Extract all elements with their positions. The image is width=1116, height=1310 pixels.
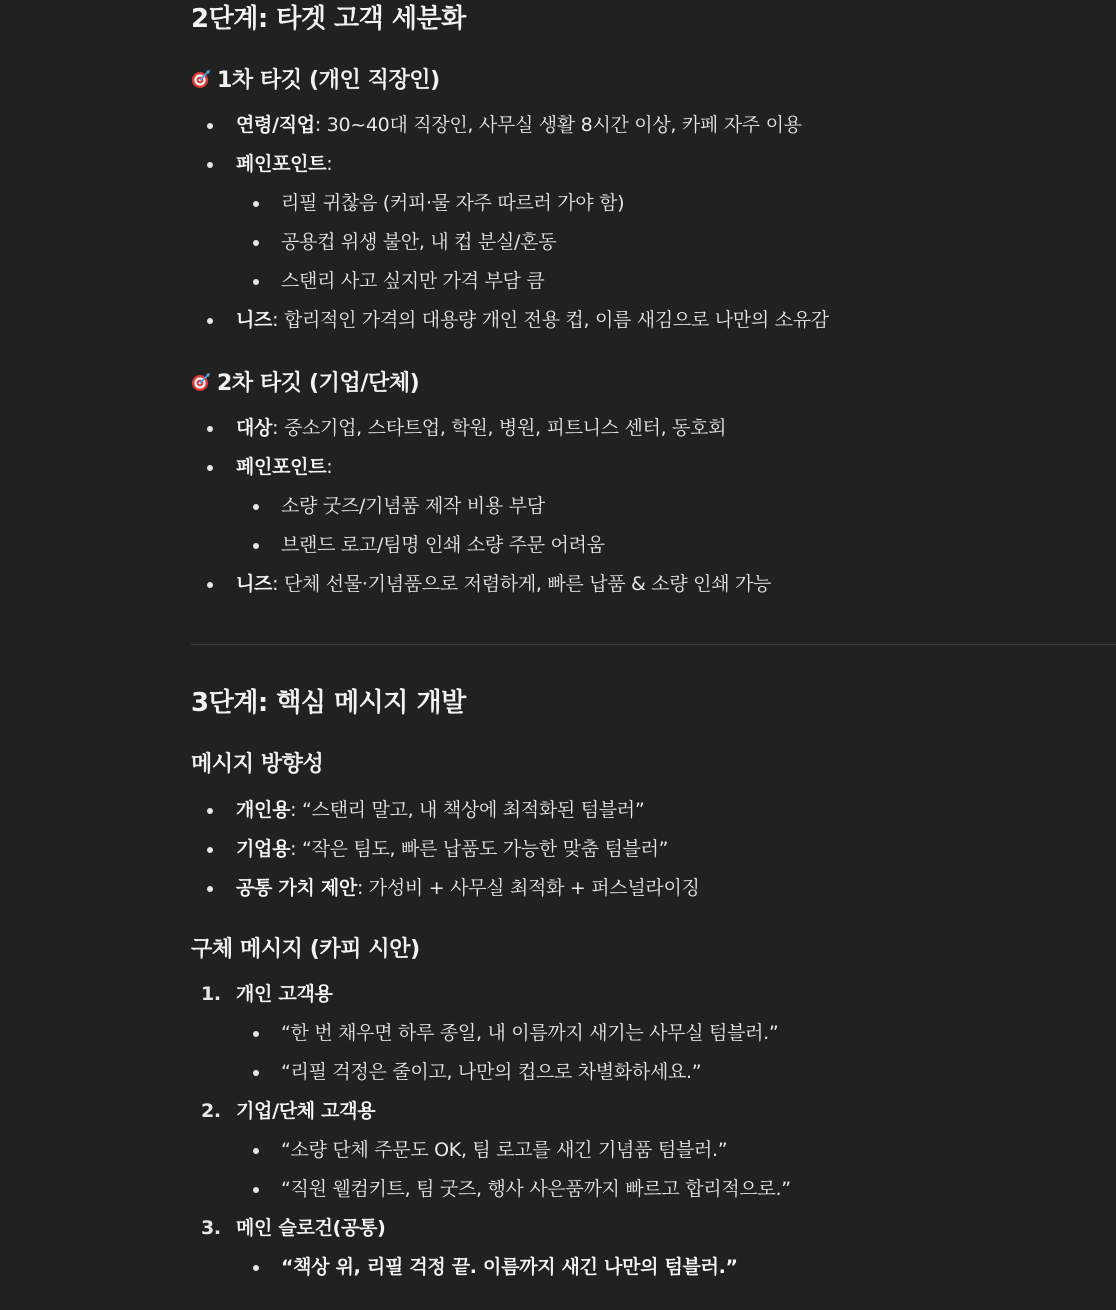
- personal-label: 개인용: [236, 799, 291, 821]
- direction-list: [191, 791, 700, 908]
- list-item: [191, 1053, 791, 1092]
- common-text: : 가성비 + 사무실 최적화 + 퍼스널라이징: [356, 877, 700, 899]
- item-label: 기업/단체 고객용: [236, 1100, 376, 1122]
- list-item-age: [191, 106, 829, 145]
- bullet: [207, 162, 213, 168]
- copy-line: “리필 걱정은 줄이고, 나만의 컵으로 차별화하세요.”: [281, 1061, 702, 1083]
- numbered-item: [191, 1092, 791, 1131]
- bullet: [207, 465, 213, 471]
- pain-label: 페인포인트: [236, 456, 327, 478]
- pain-colon: :: [326, 153, 333, 175]
- copy-list: [191, 975, 791, 1287]
- list-item-pain: [191, 145, 829, 184]
- bullet: [207, 808, 213, 814]
- bullet: [253, 1187, 259, 1193]
- bullet: [253, 543, 259, 549]
- copy-line: “한 번 채우면 하루 종일, 내 이름까지 새기는 사무실 텀블러.”: [281, 1022, 779, 1044]
- list-item-needs: [191, 565, 771, 604]
- pain-text: 스탠리 사고 싶지만 가격 부담 큼: [281, 270, 545, 292]
- direction-heading: 메시지 방향성: [191, 752, 324, 777]
- list-item-pain: [191, 448, 771, 487]
- bullet: [253, 504, 259, 510]
- primary-target-title: 1차 타깃 (개인 직장인): [217, 68, 440, 93]
- needs-text: : 단체 선물·기념품으로 저렴하게, 빠른 납품 & 소량 인쇄 가능: [272, 573, 772, 595]
- bullet: [253, 240, 259, 246]
- bullet: [253, 1070, 259, 1076]
- list-item: [191, 1131, 791, 1170]
- pain-text: 리필 귀찮음 (커피·물 자주 따르러 가야 함): [281, 192, 625, 214]
- list-item-common: [191, 869, 700, 908]
- list-item: [191, 1014, 791, 1053]
- pain-colon: :: [326, 456, 333, 478]
- item-number: 1.: [201, 983, 221, 1005]
- personal-text: : “스탠리 말고, 내 책상에 최적화된 텀블러”: [290, 799, 645, 821]
- list-item: [191, 487, 771, 526]
- dart-target-icon: [191, 372, 211, 392]
- item-number: 2.: [201, 1100, 221, 1122]
- bullet: [207, 123, 213, 129]
- dart-target-icon: [191, 69, 211, 89]
- needs-label: 니즈: [236, 573, 273, 595]
- primary-target-heading: [191, 64, 440, 98]
- list-item-personal: [191, 791, 700, 830]
- secondary-target-heading: [191, 367, 419, 401]
- list-item: [191, 526, 771, 565]
- corporate-label: 기업용: [236, 838, 291, 860]
- bullet: [207, 582, 213, 588]
- common-label: 공통 가치 제안: [236, 877, 357, 899]
- corporate-text: : “작은 팀도, 빠른 납품도 가능한 맞춤 텀블러”: [290, 838, 669, 860]
- bullet: [253, 201, 259, 207]
- bullet: [207, 886, 213, 892]
- bullet: [253, 1265, 259, 1271]
- needs-label: 니즈: [236, 309, 273, 331]
- secondary-target-title: 2차 타깃 (기업/단체): [217, 371, 420, 396]
- bullet: [207, 318, 213, 324]
- pain-text: 소량 굿즈/기념품 제작 비용 부담: [281, 495, 545, 517]
- list-item-needs: [191, 301, 829, 340]
- list-item: [191, 223, 829, 262]
- pain-text: 공용컵 위생 불안, 내 컵 분실/혼동: [281, 231, 557, 253]
- slogan-line: “책상 위, 리필 걱정 끝. 이름까지 새긴 나만의 텀블러.”: [281, 1256, 738, 1278]
- pain-label: 페인포인트: [236, 153, 327, 175]
- numbered-item: [191, 975, 791, 1014]
- age-label: 연령/직업: [236, 114, 315, 136]
- step2-title: 2단계: 타겟 고객 세분화: [191, 4, 466, 34]
- list-item: [191, 262, 829, 301]
- bullet: [253, 1031, 259, 1037]
- primary-target-list: [191, 106, 829, 340]
- target-text: : 중소기업, 스타트업, 학원, 병원, 피트니스 센터, 동호회: [272, 417, 727, 439]
- list-item-target: [191, 409, 771, 448]
- list-item: [191, 184, 829, 223]
- target-label: 대상: [236, 417, 273, 439]
- copy-line: “소량 단체 주문도 OK, 팀 로고를 새긴 기념품 텀블러.”: [281, 1139, 728, 1161]
- bullet: [207, 426, 213, 432]
- bullet: [207, 847, 213, 853]
- copy-line: “직원 웰컴키트, 팀 굿즈, 행사 사은품까지 빠르고 합리적으로.”: [281, 1178, 791, 1200]
- item-label: 개인 고객용: [236, 983, 333, 1005]
- item-number: 3.: [201, 1217, 221, 1239]
- secondary-target-list: [191, 409, 771, 604]
- needs-text: : 합리적인 가격의 대용량 개인 전용 컵, 이름 새김으로 나만의 소유감: [272, 309, 829, 331]
- bullet: [253, 279, 259, 285]
- list-item-corporate: [191, 830, 700, 869]
- bullet: [253, 1148, 259, 1154]
- copy-heading: 구체 메시지 (카피 시안): [191, 937, 420, 962]
- pain-text: 브랜드 로고/팀명 인쇄 소량 주문 어려움: [281, 534, 605, 556]
- list-item: [191, 1170, 791, 1209]
- section-divider: [191, 644, 1116, 645]
- step3-title: 3단계: 핵심 메시지 개발: [191, 688, 466, 718]
- item-label: 메인 슬로건(공통): [236, 1217, 386, 1239]
- list-item: [191, 1248, 791, 1287]
- age-text: : 30~40대 직장인, 사무실 생활 8시간 이상, 카페 자주 이용: [314, 114, 802, 136]
- numbered-item: [191, 1209, 791, 1248]
